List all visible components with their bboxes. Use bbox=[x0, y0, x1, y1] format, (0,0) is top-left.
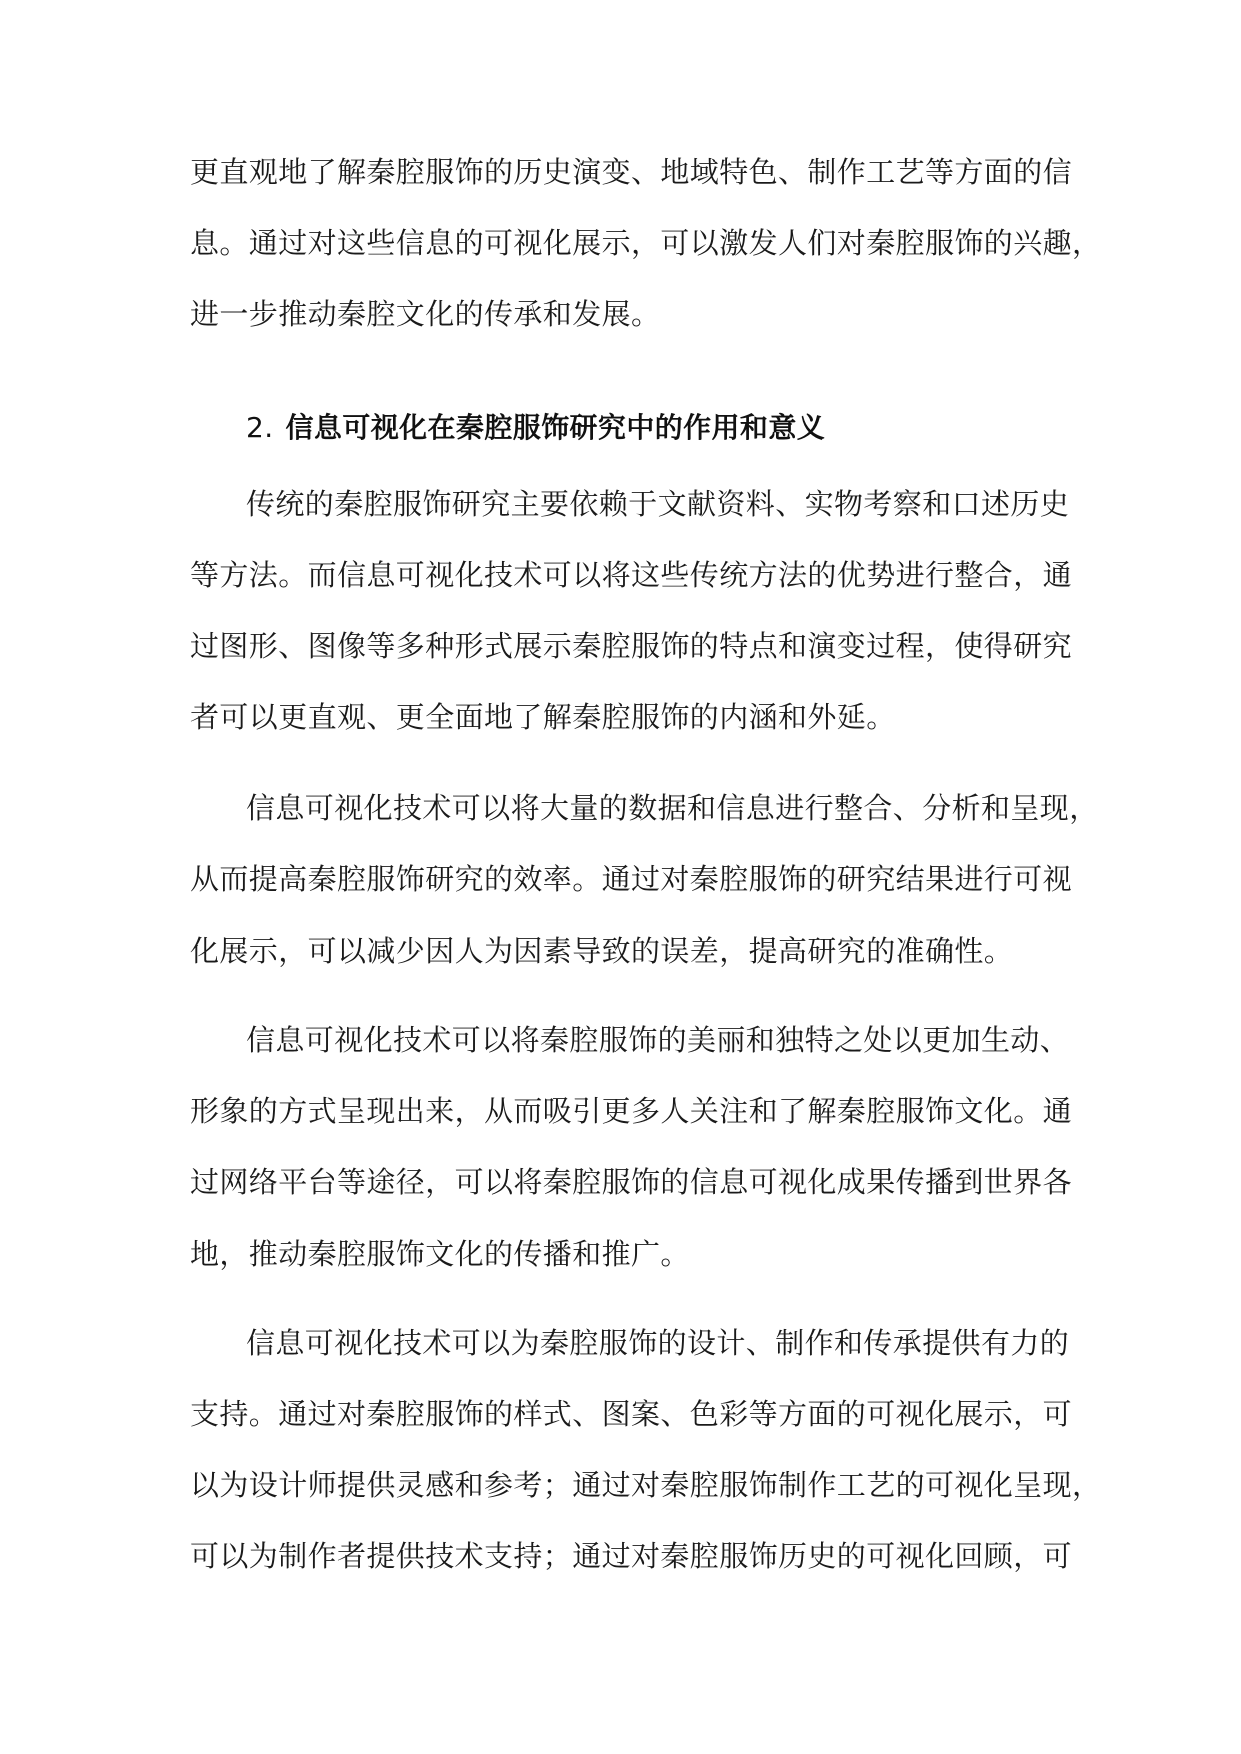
paragraph-line: 过图形、图像等多种形式展示秦腔服饰的特点和演变过程，使得研究 bbox=[190, 629, 1073, 663]
section-heading bbox=[246, 411, 825, 445]
paragraph-line: 化展示，可以减少因人为因素导致的误差，提高研究的准确性。 bbox=[190, 934, 1014, 968]
paragraph-line: 进一步推动秦腔文化的传承和发展。 bbox=[190, 297, 661, 331]
paragraph-line: 更直观地了解秦腔服饰的历史演变、地域特色、制作工艺等方面的信 bbox=[190, 155, 1073, 189]
paragraph-line: 息。通过对这些信息的可视化展示，可以激发人们对秦腔服饰的兴趣， bbox=[190, 226, 1102, 260]
section-number: 2. bbox=[246, 411, 274, 444]
paragraph-line: 过网络平台等途径，可以将秦腔服饰的信息可视化成果传播到世界各 bbox=[190, 1165, 1073, 1199]
paragraph-line: 以为设计师提供灵感和参考；通过对秦腔服饰制作工艺的可视化呈现， bbox=[190, 1468, 1102, 1502]
paragraph-line: 从而提高秦腔服饰研究的效率。通过对秦腔服饰的研究结果进行可视 bbox=[190, 862, 1073, 896]
paragraph-line: 信息可视化技术可以为秦腔服饰的设计、制作和传承提供有力的 bbox=[246, 1326, 1070, 1360]
paragraph-line: 者可以更直观、更全面地了解秦腔服饰的内涵和外延。 bbox=[190, 700, 896, 734]
paragraph-line: 地，推动秦腔服饰文化的传播和推广。 bbox=[190, 1237, 690, 1271]
paragraph-line: 可以为制作者提供技术支持；通过对秦腔服饰历史的可视化回顾，可 bbox=[190, 1539, 1073, 1573]
paragraph-line: 等方法。而信息可视化技术可以将这些传统方法的优势进行整合，通 bbox=[190, 558, 1073, 592]
paragraph-line: 传统的秦腔服饰研究主要依赖于文献资料、实物考察和口述历史 bbox=[246, 487, 1070, 521]
paragraph-line: 信息可视化技术可以将大量的数据和信息进行整合、分析和呈现， bbox=[246, 791, 1099, 825]
paragraph-line: 支持。通过对秦腔服饰的样式、图案、色彩等方面的可视化展示，可 bbox=[190, 1397, 1073, 1431]
paragraph-line: 形象的方式呈现出来，从而吸引更多人关注和了解秦腔服饰文化。通 bbox=[190, 1094, 1073, 1128]
section-title: 信息可视化在秦腔服饰研究中的作用和意义 bbox=[285, 411, 826, 444]
paragraph-line: 信息可视化技术可以将秦腔服饰的美丽和独特之处以更加生动、 bbox=[246, 1023, 1070, 1057]
